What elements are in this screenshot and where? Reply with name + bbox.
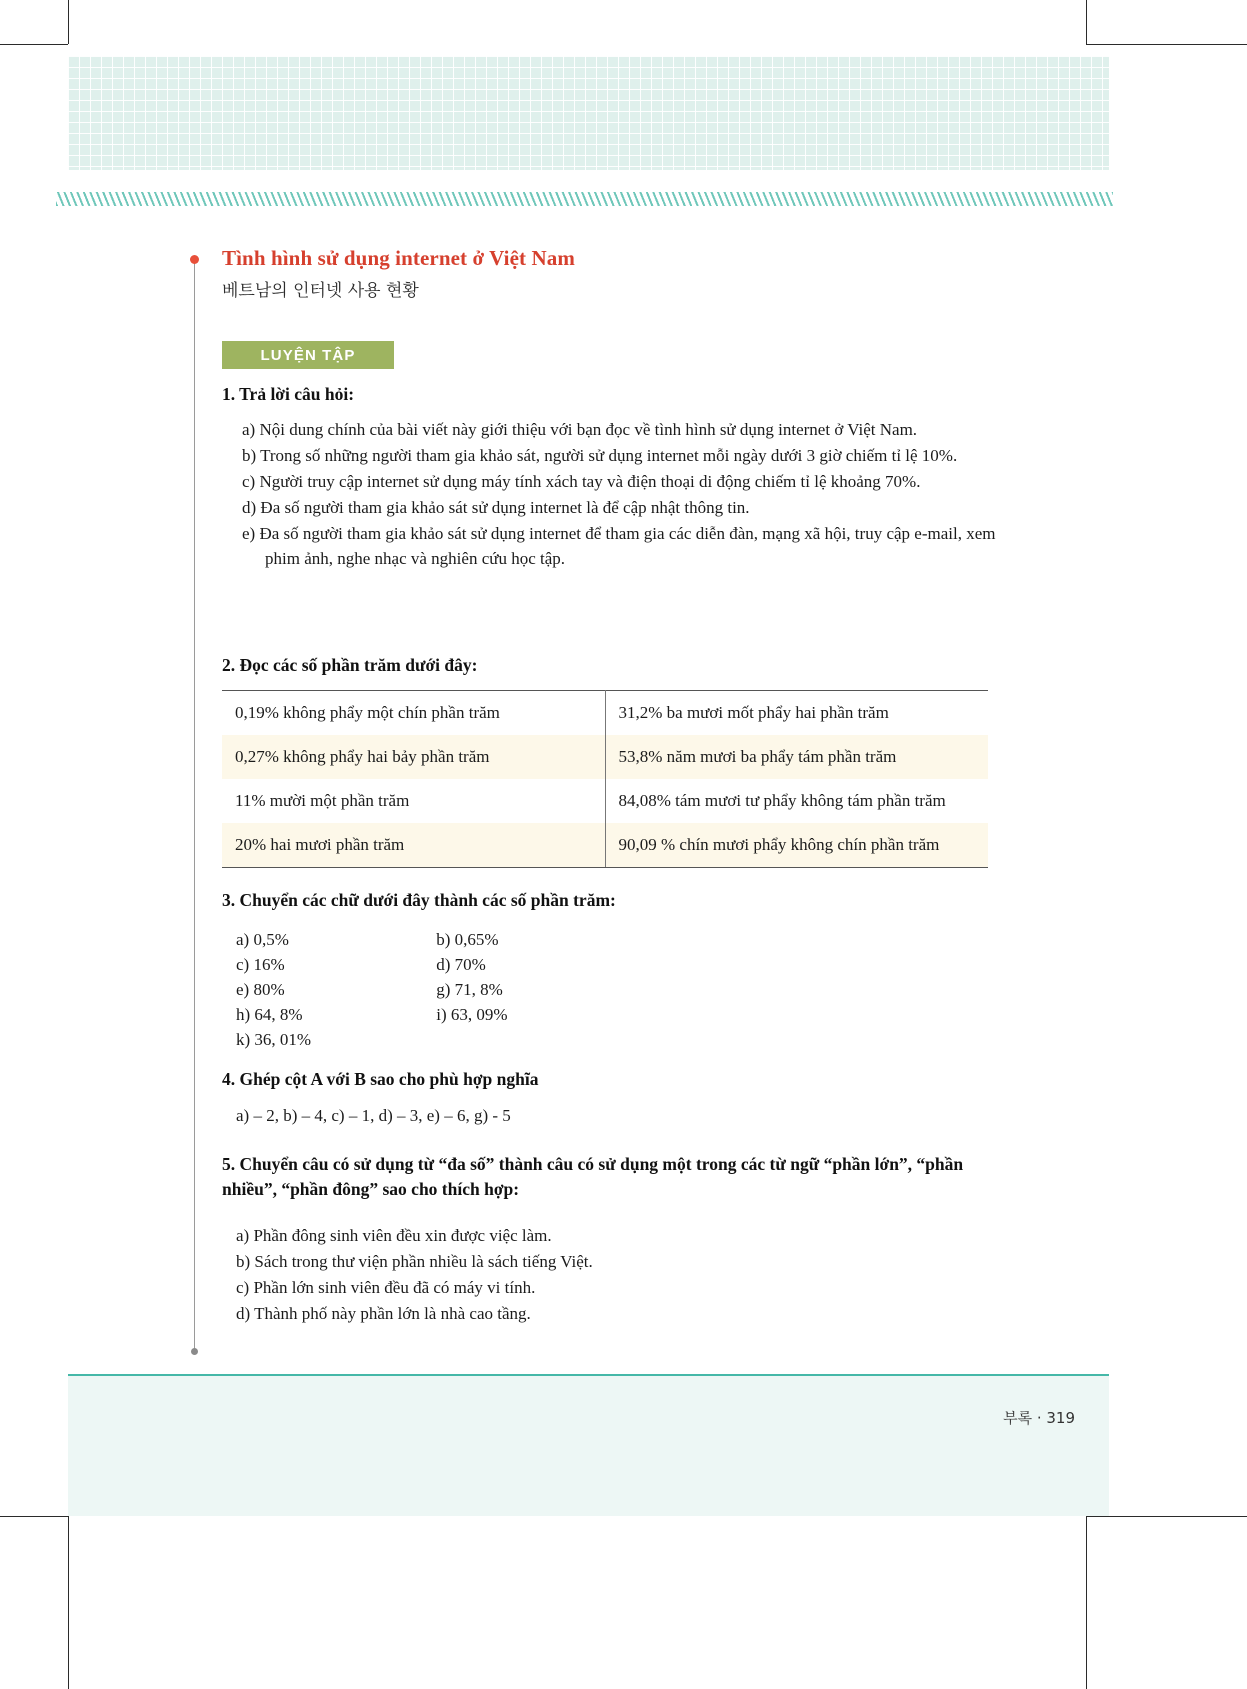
exercise5-answer-list	[236, 1224, 996, 1328]
table-cell-right: 84,08% tám mươi tư phẩy không tám phần trăm	[618, 791, 946, 810]
crop-mark-top-right-h	[1086, 44, 1247, 45]
page-content	[68, 44, 1109, 1516]
grid-row	[236, 1002, 508, 1027]
exercise1-answer-list	[242, 418, 1002, 573]
list-item: a) Nội dung chính của bài viết này giới thiệu với bạn đọc về tình hình sử dụng internet ở Việt Nam.	[242, 420, 918, 439]
list-item: c) Người truy cập internet sử dụng máy tính xách tay và điện thoại di động chiếm tỉ lệ khoảng 70%.	[242, 471, 921, 491]
left-guide-line	[194, 259, 195, 1353]
grid-cell-a: h) 64, 8%	[236, 1005, 303, 1024]
grid-row	[236, 927, 508, 952]
table-cell-left: 20% hai mươi phần trăm	[222, 823, 605, 868]
section-tag-luyen-tap: LUYỆN TẬP	[222, 341, 394, 369]
exercise4-heading: 4. Ghép cột A với B sao cho phù hợp nghĩa	[222, 1069, 539, 1089]
grid-row	[236, 952, 508, 977]
grid-cell-b: g) 71, 8%	[436, 980, 503, 999]
exercise4-answer: a) – 2, b) – 4, c) – 1, d) – 3, e) – 6, g) - 5	[236, 1106, 511, 1125]
exercise2-heading: 2. Đọc các số phần trăm dưới đây:	[222, 655, 478, 675]
list-item: b) Trong số những người tham gia khảo sát, người sử dụng internet mỗi ngày dưới 3 giờ chiếm tỉ lệ 10%.	[242, 445, 958, 465]
decorative-hatch-rule	[56, 192, 1113, 206]
list-item: e) Đa số người tham gia khảo sát sử dụng internet để tham gia các diễn đàn, mạng xã hội, truy cập e-mail, xem phim ảnh, nghe nhạc và nghiên cứu học tập.	[242, 523, 996, 568]
grid-cell-b: i) 63, 09%	[436, 1005, 508, 1024]
table-cell-left: 0,27% không phẩy hai bảy phần trăm	[222, 735, 605, 779]
crop-mark-top-right-v	[1086, 0, 1087, 44]
exercise5-heading: 5. Chuyển câu có sử dụng từ “đa số” thành câu có sử dụng một trong các từ ngữ “phần lớn”, “phần nhiều”, “phần đông” sao cho thích hợp:	[222, 1154, 964, 1200]
table-row	[222, 779, 988, 823]
exercise3-answer-grid	[236, 927, 508, 1052]
table-cell-right: 53,8% năm mươi ba phẩy tám phần trăm	[605, 735, 988, 779]
list-item: d) Thành phố này phần lớn là nhà cao tầng.	[236, 1303, 531, 1323]
exercise3-heading: 3. Chuyển các chữ dưới đây thành các số phần trăm:	[222, 890, 616, 910]
table-cell-right: 31,2% ba mươi mốt phẩy hai phần trăm	[605, 691, 988, 736]
page-title-vietnamese: Tình hình sử dụng internet ở Việt Nam	[222, 246, 575, 270]
guide-dot-bottom-icon	[191, 1348, 198, 1355]
footer-band	[68, 1376, 1109, 1516]
grid-row	[236, 977, 508, 1002]
list-item: d) Đa số người tham gia khảo sát sử dụng internet là để cập nhật thông tin.	[242, 497, 750, 517]
grid-cell-a: c) 16%	[236, 955, 285, 974]
exercise1-heading: 1. Trả lời câu hỏi:	[222, 384, 355, 404]
page-title-korean: 베트남의 인터넷 사용 현황	[222, 281, 419, 301]
crop-mark-bottom-right-h	[1086, 1516, 1247, 1517]
table-cell-left: 11% mười một phần trăm	[222, 779, 605, 823]
crop-mark-top-left-v	[68, 0, 69, 44]
page-number: 부록 · 319	[1003, 1409, 1075, 1427]
table-cell-left: 0,19% không phẩy một chín phần trăm	[222, 691, 605, 736]
grid-cell-b: b) 0,65%	[436, 930, 499, 949]
crop-mark-bottom-left-v	[68, 1516, 69, 1689]
table-cell-right: 90,09 % chín mươi phẩy không chín phần trăm	[605, 823, 988, 868]
table-row	[222, 823, 988, 868]
grid-cell-a: e) 80%	[236, 980, 285, 999]
percent-reading-table	[222, 690, 988, 868]
list-item: c) Phần lớn sinh viên đều đã có máy vi tính.	[236, 1277, 536, 1297]
table-row	[222, 691, 988, 736]
decorative-grid-band	[68, 56, 1109, 170]
crop-mark-bottom-left-h	[0, 1516, 68, 1517]
list-item: a) Phần đông sinh viên đều xin được việc làm.	[236, 1226, 552, 1245]
crop-mark-top-left-h	[0, 44, 68, 45]
grid-cell-b: d) 70%	[436, 955, 486, 974]
grid-cell-a: a) 0,5%	[236, 930, 289, 949]
guide-dot-top-icon	[190, 255, 199, 264]
table-row	[222, 735, 988, 779]
crop-mark-bottom-right-v	[1086, 1516, 1087, 1689]
grid-cell-a: k) 36, 01%	[236, 1030, 312, 1049]
grid-row	[236, 1027, 508, 1052]
list-item: b) Sách trong thư viện phần nhiều là sách tiếng Việt.	[236, 1251, 593, 1271]
